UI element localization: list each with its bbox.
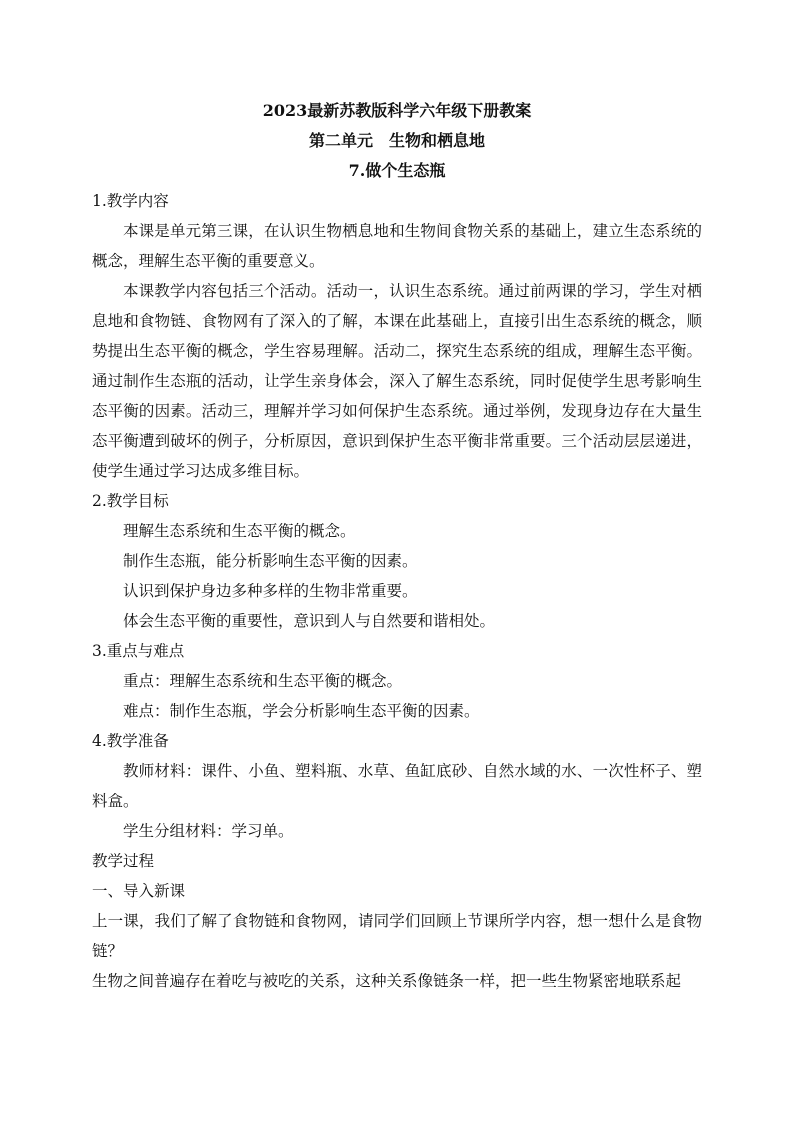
paragraph-lesson-overview: 本课是单元第三课，在认识生物栖息地和生物间食物关系的基础上，建立生态系统的概念，理解生态平衡的重要意义。 <box>92 222 702 270</box>
section-heading-preparation: 4.教学准备 <box>92 732 169 750</box>
document-title: 2023最新苏教版科学六年级下册教案 <box>262 101 532 120</box>
goal-item: 认识到保护身边多种多样的生物非常重要。 <box>123 582 418 600</box>
paragraph-lesson-activities: 本课教学内容包括三个活动。活动一，认识生态系统。通过前两课的学习，学生对栖息地和食物链、食物网有了深入的了解，本课在此基础上，直接引出生态系统的概念，顺势提出生态平衡的概念，学生容易理解。活动二，探究生态系统的组成，理解生态平衡。通过制作生态瓶的活动，让学生亲身体会，深入了解生态系统，同时促使学生思考影响生态平衡的因素。活动三，理解并学习如何保护生态系统。通过举例，发现身边存在大量生态平衡遭到破坏的例子，分析原因，意识到保护生态平衡非常重要。三个活动层层递进，使学生通过学习达成多维目标。 <box>92 282 702 480</box>
section-heading-teaching-process: 教学过程 <box>92 852 155 870</box>
teacher-materials: 教师材料：课件、小鱼、塑料瓶、水草、鱼缸底砂、自然水域的水、一次性杯子、塑料盒。 <box>92 762 702 810</box>
unit-title: 第二单元 生物和栖息地 <box>308 131 485 150</box>
section-heading-teaching-goals: 2.教学目标 <box>92 492 169 510</box>
difficulty-item: 难点：制作生态瓶，学会分析影响生态平衡的因素。 <box>123 702 480 720</box>
step-heading-introduction: 一、导入新课 <box>92 882 186 900</box>
goal-item: 体会生态平衡的重要性，意识到人与自然要和谐相处。 <box>123 612 496 630</box>
key-point-item: 重点：理解生态系统和生态平衡的概念。 <box>123 672 403 690</box>
goal-item: 制作生态瓶，能分析影响生态平衡的因素。 <box>123 552 418 570</box>
goal-item: 理解生态系统和生态平衡的概念。 <box>123 522 356 540</box>
lesson-title: 7.做个生态瓶 <box>348 161 446 180</box>
section-heading-teaching-content: 1.教学内容 <box>92 192 169 210</box>
document-page <box>92 96 702 996</box>
introduction-answer: 生物之间普遍存在着吃与被吃的关系，这种关系像链条一样，把一些生物紧密地联系起 <box>92 972 682 990</box>
section-heading-key-points: 3.重点与难点 <box>92 642 185 660</box>
introduction-question: 上一课，我们了解了食物链和食物网，请同学们回顾上节课所学内容，想一想什么是食物链？ <box>92 912 702 960</box>
student-materials: 学生分组材料：学习单。 <box>123 822 294 840</box>
